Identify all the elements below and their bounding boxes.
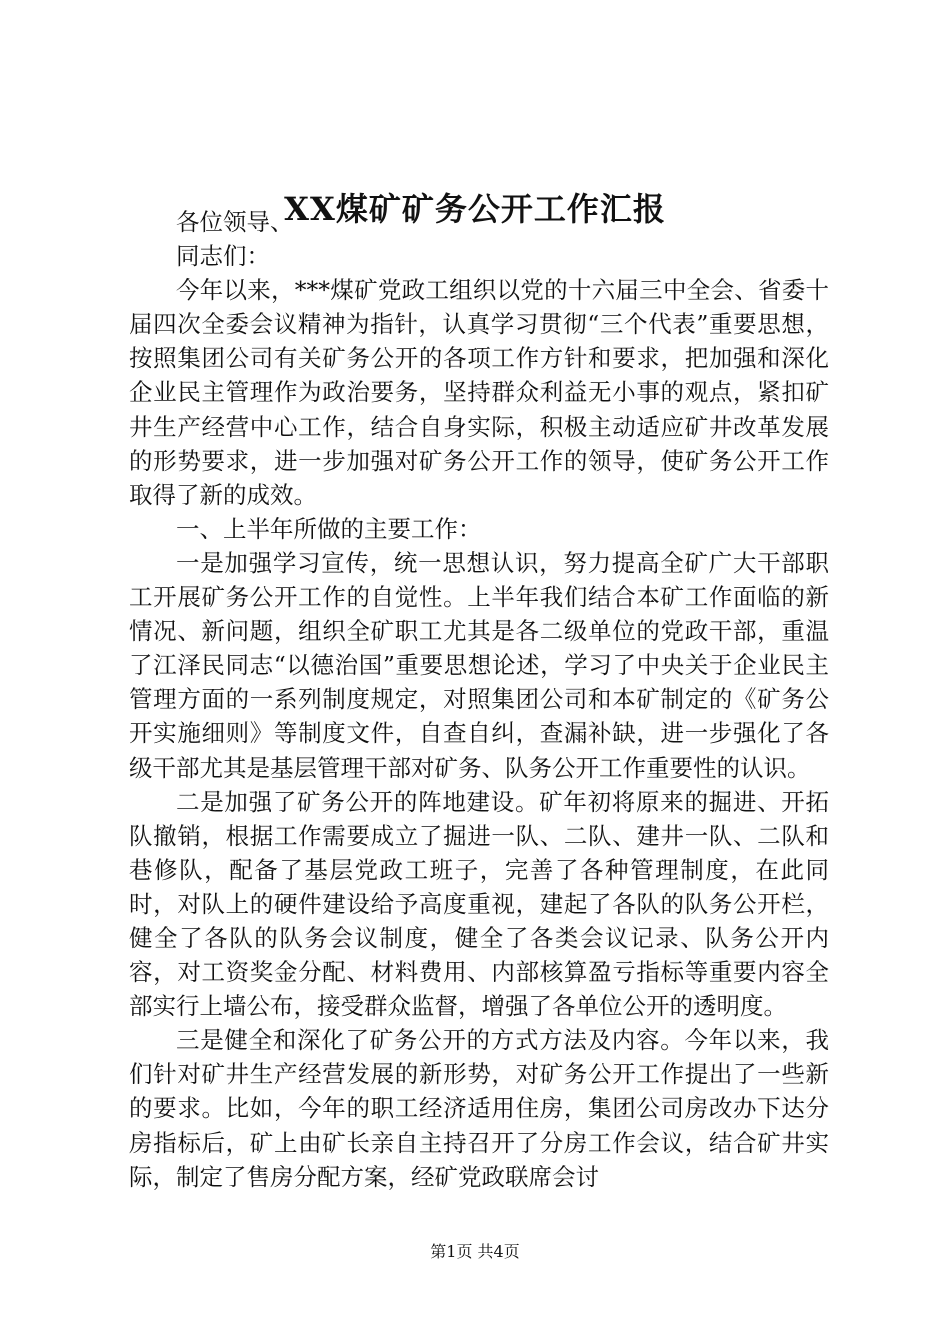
greeting-comrades: 同志们： bbox=[176, 242, 270, 271]
document-title: XX煤矿矿务公开工作汇报 bbox=[284, 190, 666, 228]
greeting-leaders: 各位领导、 bbox=[176, 208, 294, 236]
paragraph-intro: 今年以来，***煤矿党政工组织以党的十六届三中全会、省委十届四次全委会议精神为指针，认真学习贯彻“三个代表”重要思想，按照集团公司有关矿务公开的各项工作方针和要求，把加强和深化企业民主管理作为政治要务，坚持群众利益无小事的观点，紧扣矿井生产经营中心工作，结合自身实际，积极主动适应矿井改革发展的形势要求，进一步加强对矿务公开工作的领导，使矿务公开工作取得了新的成效。 bbox=[129, 276, 829, 509]
paragraph-point-three: 三是健全和深化了矿务公开的方式方法及内容。今年以来，我们针对矿井生产经营发展的新形势，对矿务公开工作提出了一些新的要求。比如，今年的职工经济适用住房，集团公司房改办下达分房指标后，矿上由矿长亲自主持召开了分房工作会议，结合矿井实际，制定了售房分配方案，经矿党政联席会讨 bbox=[129, 1026, 829, 1191]
paragraph-point-one: 一是加强学习宣传，统一思想认识，努力提高全矿广大干部职工开展矿务公开工作的自觉性。上半年我们结合本矿工作面临的新情况、新问题，组织全矿职工尤其是各二级单位的党政干部，重温了江泽民同志“以德治国”重要思想论述，学习了中央关于企业民主管理方面的一系列制度规定，对照集团公司和本矿制定的《矿务公开实施细则》等制度文件，自查自纠，查漏补缺，进一步强化了各级干部尤其是基层管理干部对矿务、队务公开工作重要性的认识。 bbox=[129, 548, 829, 782]
paragraph-point-two: 二是加强了矿务公开的阵地建设。矿年初将原来的掘进、开拓队撤销，根据工作需要成立了掘进一队、二队、建井一队、二队和巷修队，配备了基层党政工班子，完善了各种管理制度，在此同时，对队上的硬件建设给予高度重视，建起了各队的队务公开栏，健全了各队的队务会议制度，健全了各类会议记录、队务公开内容，对工资奖金分配、材料费用、内部核算盈亏指标等重要内容全部实行上墙公布，接受群众监督，增强了各单位公开的透明度。 bbox=[129, 787, 829, 1021]
section-heading-main-work: 一、上半年所做的主要工作： bbox=[176, 514, 482, 543]
document-body bbox=[129, 205, 829, 1194]
page-number-footer: 第1页 共4页 bbox=[430, 1242, 520, 1261]
